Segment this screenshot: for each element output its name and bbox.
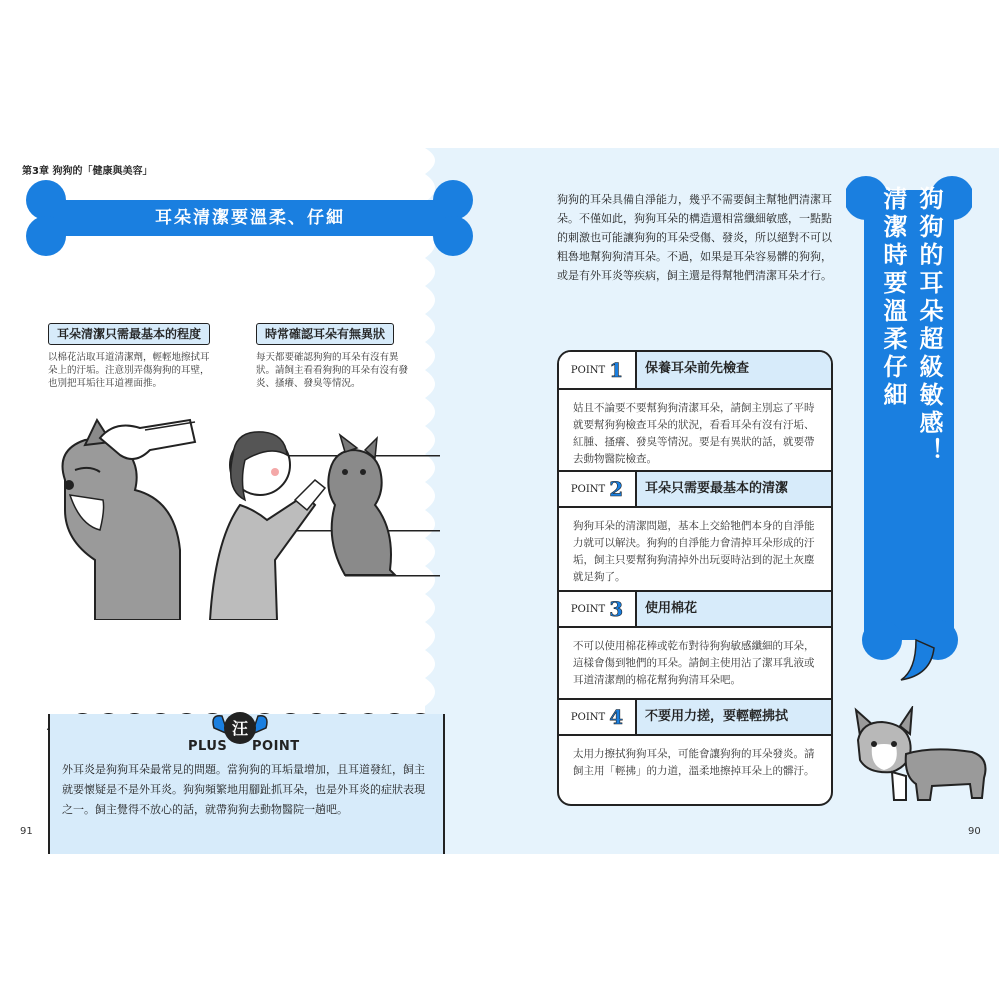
point-badge-1: POINT 1 xyxy=(559,352,637,388)
point-badge-4: POINT 4 xyxy=(559,700,637,734)
points-card xyxy=(557,350,833,806)
chapter-header: 第3章 狗狗的「健康與美容」 xyxy=(22,166,153,177)
intro-paragraph: 狗狗的耳朵具備自淨能力，幾乎不需要飼主幫牠們清潔耳朵。不僅如此，狗狗耳朵的構造還相當纖細敏感，一點點的刺激也可能讓狗狗的耳朵受傷、發炎，所以絕對不可以粗魯地幫狗狗清耳朵。不過，如果是耳朵容易髒的狗狗，或是有外耳炎等疾病，飼主還是得幫牠們清潔耳朵才行。 xyxy=(557,193,832,282)
point-body-3: 不可以使用棉花棒或乾布對待狗狗敏感纖細的耳朵，這樣會傷到牠們的耳朵。請飼主使用沾了潔耳乳液或耳道清潔劑的棉花幫狗狗清耳朵吧。 xyxy=(573,640,815,686)
vertical-title-line1: 狗狗的耳朵超級敏感！ xyxy=(915,186,943,466)
corgi-illustration xyxy=(852,706,992,806)
tip-label-1: 耳朵清潔只需最基本的程度 xyxy=(48,323,210,345)
point-title-3: 使用棉花 xyxy=(645,601,698,616)
tip-text-2: 每天都要確認狗狗的耳朵有沒有異狀。請飼主看看狗狗的耳朵有沒有發炎、搔癢、發臭等情況。 xyxy=(256,352,409,389)
ear-care-illustration xyxy=(45,410,445,620)
point-badge-2: POINT 2 xyxy=(559,472,637,506)
plus-label-right: POINT xyxy=(252,739,300,754)
page-number-left: 91 xyxy=(20,826,33,837)
point-header-3 xyxy=(559,590,831,628)
point-header-1 xyxy=(559,352,831,390)
point-body-4: 太用力擦拭狗狗耳朵，可能會讓狗狗的耳朵發炎。請飼主用「輕拂」的力道，溫柔地擦掉耳朵上的髒汙。 xyxy=(573,748,815,777)
point-title-1: 保養耳朵前先檢查 xyxy=(645,361,750,376)
tip-text-1: 以棉花沾取耳道清潔劑，輕輕地擦拭耳朵上的汙垢。注意別弄傷狗狗的耳壁，也別把耳垢往耳道裡面推。 xyxy=(48,352,210,389)
page-number-right: 90 xyxy=(968,826,981,837)
point-title-4: 不要用力搓，要輕輕拂拭 xyxy=(645,709,789,724)
vertical-title xyxy=(846,178,966,638)
tip-label-2: 時常確認耳朵有無異狀 xyxy=(256,323,394,345)
point-badge-3: POINT 3 xyxy=(559,592,637,626)
point-title-2: 耳朵只需要最基本的清潔 xyxy=(645,481,789,496)
section-title: 耳朵清潔要溫柔、仔細 xyxy=(155,208,345,228)
point-header-2 xyxy=(559,470,831,508)
badge-character: 汪 xyxy=(231,719,248,738)
plus-point-text: 外耳炎是狗狗耳朵最常見的問題。當狗狗的耳垢量增加，且耳道發紅，飼主就要懷疑是不是外耳炎。狗狗頻繁地用腳趾抓耳朵，也是外耳炎的症狀表現之一。飼主覺得不放心的話，就帶狗狗去動物醫院一趟吧。 xyxy=(62,763,425,816)
point-body-1: 姑且不論要不要幫狗狗清潔耳朵，請飼主別忘了平時就要幫狗狗檢查耳朵的狀況，看看耳朵有沒有汙垢、紅腫、搔癢、發臭等情況。要是有異狀的話，就要帶去動物醫院檢查。 xyxy=(573,402,815,465)
plus-label-left: PLUS xyxy=(188,739,228,754)
point-header-4 xyxy=(559,698,831,736)
woman-illustration xyxy=(210,432,325,620)
vertical-title-line2: 清潔時要溫柔仔細 xyxy=(879,186,907,410)
point-body-2: 狗狗耳朵的清潔問題，基本上交給牠們本身的自淨能力就可以解決。狗狗的自淨能力會清掉耳朵形成的汙垢，飼主只要幫狗狗清掉外出玩耍時沾到的泥土灰塵就足夠了。 xyxy=(573,520,815,583)
